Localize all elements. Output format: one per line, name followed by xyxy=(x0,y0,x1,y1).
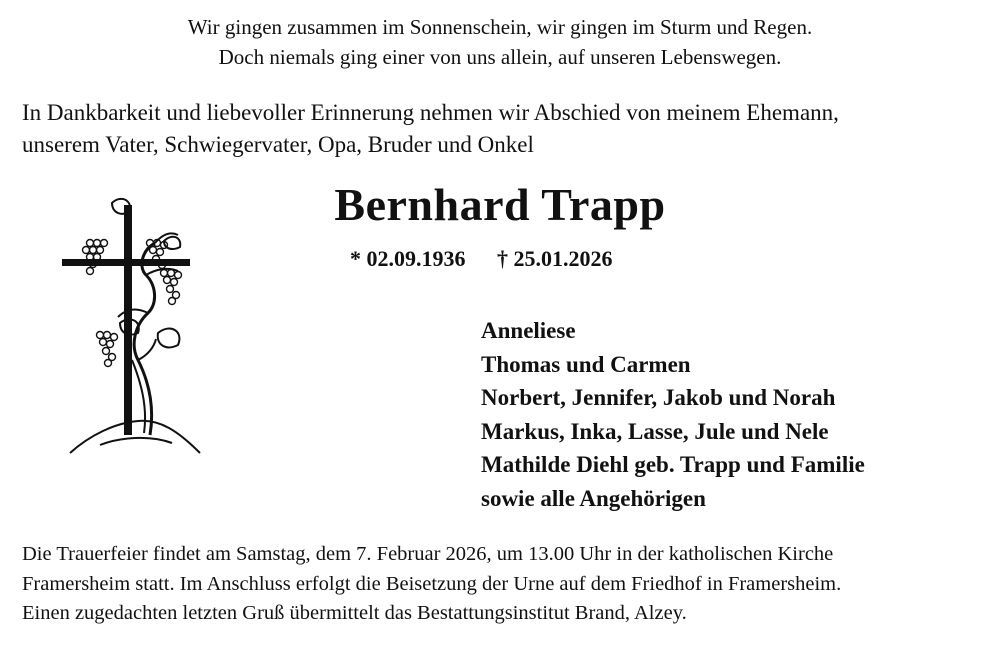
verse xyxy=(0,12,1000,72)
service-details xyxy=(22,540,992,629)
mourner-entry: sowie alle Angehörigen xyxy=(481,485,706,511)
mourner-entry: Thomas und Carmen xyxy=(481,351,691,377)
intro-line: unserem Vater, Schwiegervater, Opa, Bruder und Onkel xyxy=(22,132,534,157)
service-line: Die Trauerfeier findet am Samstag, dem 7. Februar 2026, um 13.00 Uhr in der katholischen Kirche xyxy=(22,543,834,565)
verse-line: Doch niemals ging einer von uns allein, auf unseren Lebenswegen. xyxy=(218,45,782,69)
mourner-entry: Markus, Inka, Lasse, Jule und Nele xyxy=(481,418,829,444)
death-date: † 25.01.2026 xyxy=(497,246,613,271)
intro-line: In Dankbarkeit und liebevoller Erinnerung nehmen wir Abschied von meinem Ehemann, xyxy=(22,100,839,125)
deceased-name: Bernhard Trapp xyxy=(334,179,666,230)
mourner-entry: Norbert, Jennifer, Jakob und Norah xyxy=(481,385,836,410)
mourner-entry: Anneliese xyxy=(481,318,576,343)
birth-date: * 02.09.1936 xyxy=(350,246,466,271)
service-line: Einen zugedachten letzten Gruß übermittelt das Bestattungsinstitut Brand, Alzey. xyxy=(22,602,687,624)
cross-with-grapevine-icon xyxy=(60,195,210,455)
verse-line: Wir gingen zusammen im Sonnenschein, wir gingen im Sturm und Regen. xyxy=(187,15,813,39)
mourner-entry: Mathilde Diehl geb. Trapp und Familie xyxy=(481,452,865,477)
mourners-list xyxy=(481,314,865,515)
intro-text xyxy=(22,97,982,161)
service-line: Framersheim statt. Im Anschluss erfolgt die Beisetzung der Urne auf dem Friedhof in Framersheim. xyxy=(22,572,842,595)
life-dates xyxy=(350,244,613,274)
